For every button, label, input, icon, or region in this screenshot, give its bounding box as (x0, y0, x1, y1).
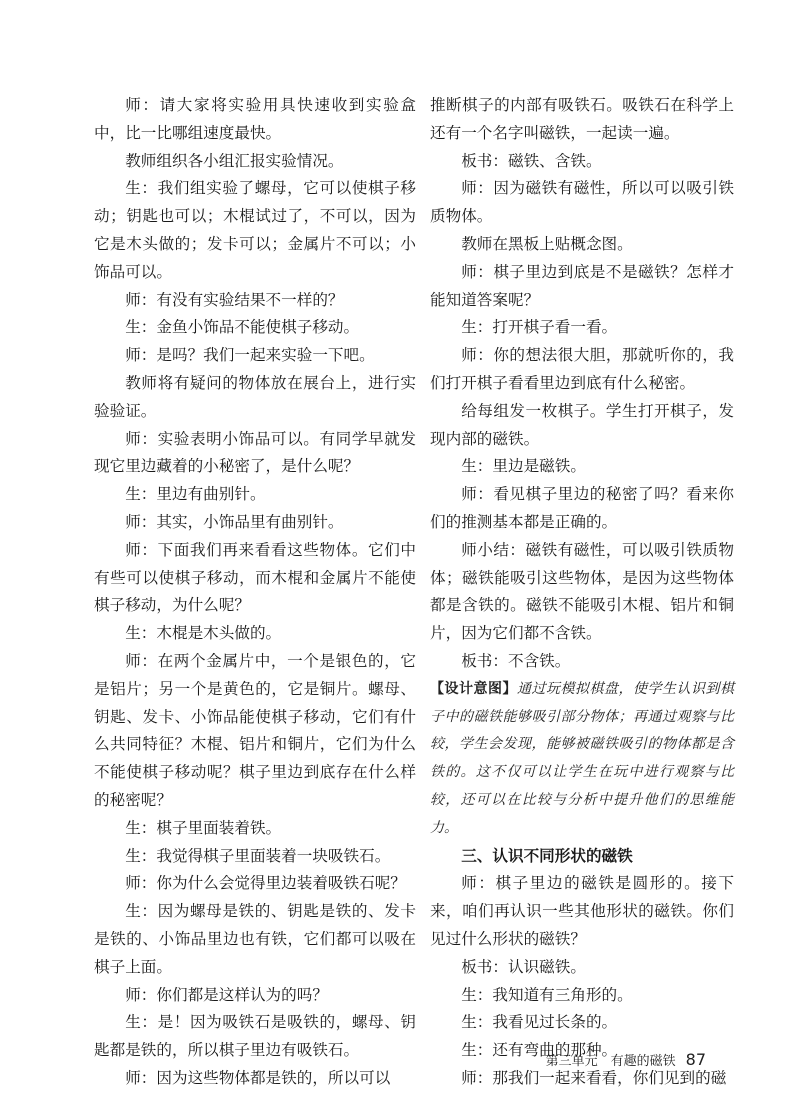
paragraph: 生：是！因为吸铁石是吸铁的，螺母、钥匙都是铁的，所以棋子里边有吸铁石。 (94, 1013, 416, 1060)
paragraph: 生：我觉得棋子里面装着一块吸铁石。 (125, 846, 391, 865)
design-intent-text: 通过玩模拟棋盘，使学生认识到棋子中的磁铁能够吸引部分物体；再通过观察与比较，学生会发现，能够被磁铁吸引的物体都是含铁的。这不仅可以让学生在玩中进行观察与比较，还可以在比较与分析中提升他们的思维能力。 (430, 680, 734, 836)
paragraph: 师：棋子里边到底是不是磁铁？怎样才能知道答案呢？ (430, 262, 734, 309)
page-number: 87 (685, 1050, 706, 1069)
paragraph: 师：棋子里边的磁铁是圆形的。接下来，咱们再认识一些其他形状的磁铁。你们见过什么形状的磁铁？ (430, 874, 734, 948)
paragraph: 生：金鱼小饰品不能使棋子移动。 (125, 318, 360, 337)
paragraph: 师：你的想法很大胆，那就听你的，我们打开棋子看看里边到底有什么秘密。 (430, 346, 734, 392)
paragraph: 生：里边是磁铁。 (461, 457, 586, 476)
left-text-column (94, 92, 416, 1093)
paragraph: 生：打开棋子看一看。 (461, 318, 618, 337)
design-intent-tag: 【设计意图】 (430, 680, 517, 697)
paragraph: 板书：不含铁。 (461, 651, 571, 670)
paragraph: 师：请大家将实验用具快速收到实验盒中，比一比哪组速度最快。 (94, 96, 416, 142)
paragraph: 推断棋子的内部有吸铁石。吸铁石在科学上还有一个名字叫磁铁，一起读一遍。 (430, 96, 734, 142)
paragraph: 板书：认识磁铁。 (461, 957, 586, 976)
paragraph: 生：我们组实验了螺母，它可以使棋子移动；钥匙也可以；木棍试过了，不可以，因为它是木头做的；发卡可以；金属片不可以；小饰品可以。 (94, 179, 416, 281)
paragraph: 生：里边有曲别针。 (125, 485, 266, 504)
paragraph: 生：还有弯曲的那种。 (461, 1041, 618, 1060)
section-heading: 三、认识不同形状的磁铁 (461, 846, 633, 865)
paragraph: 师：因为磁铁有磁性，所以可以吸引铁质物体。 (430, 179, 734, 226)
paragraph: 师：你们都是这样认为的吗？ (125, 985, 328, 1004)
paragraph: 生：木棍是木头做的。 (125, 624, 282, 643)
paragraph: 生：因为螺母是铁的、钥匙是铁的、发卡是铁的、小饰品里边也有铁，它们都可以吸在棋子上面。 (94, 902, 416, 976)
paragraph: 师：看见棋子里边的秘密了吗？看来你们的推测基本都是正确的。 (430, 485, 734, 531)
right-column-dialogue-top (430, 92, 734, 676)
right-text-column (430, 92, 734, 1093)
design-intent-note (430, 676, 734, 843)
paragraph: 师：其实，小饰品里有曲别针。 (125, 512, 344, 531)
paragraph: 师：你为什么会觉得里边装着吸铁石呢？ (125, 874, 406, 893)
paragraph: 师：在两个金属片中，一个是银色的，它是铝片；另一个是黄色的，它是铜片。螺母、钥匙、发卡、小饰品能使棋子移动，它们有什么共同特征？木棍、铝片和铜片，它们为什么不能使棋子移动呢？棋子里边到底存在什么样的秘密呢？ (94, 651, 416, 809)
paragraph: 师小结：磁铁有磁性，可以吸引铁质物体；磁铁能吸引这些物体，是因为这些物体都是含铁的。磁铁不能吸引木棍、铝片和铜片，因为它们都不含铁。 (430, 540, 734, 643)
paragraph: 生：棋子里面装着铁。 (125, 818, 282, 837)
paragraph: 教师组织各小组汇报实验情况。 (125, 151, 344, 170)
paragraph: 生：我看见过长条的。 (461, 1013, 618, 1032)
paragraph: 教师在黑板上贴概念图。 (461, 234, 633, 253)
paragraph: 师：那我们一起来看看，你们见到的磁 (461, 1068, 727, 1087)
paragraph: 师：实验表明小饰品可以。有同学早就发现它里边藏着的小秘密了，是什么呢？ (94, 429, 416, 476)
paragraph: 师：是吗？我们一起来实验一下吧。 (125, 346, 375, 365)
paragraph: 生：我知道有三角形的。 (461, 985, 633, 1004)
page-footer (546, 1050, 706, 1069)
paragraph: 板书：磁铁、含铁。 (461, 151, 602, 170)
paragraph: 教师将有疑问的物体放在展台上，进行实验验证。 (94, 373, 416, 420)
paragraph: 师：有没有实验结果不一样的？ (125, 290, 344, 309)
footer-unit-title: 第三单元 有趣的磁铁 (545, 1054, 676, 1069)
paragraph: 给每组发一枚棋子。学生打开棋子，发现内部的磁铁。 (430, 401, 734, 448)
paragraph: 师：下面我们再来看看这些物体。它们中有些可以使棋子移动，而木棍和金属片不能使棋子移动，为什么呢？ (94, 540, 416, 615)
paragraph: 师：因为这些物体都是铁的，所以可以 (125, 1068, 391, 1087)
